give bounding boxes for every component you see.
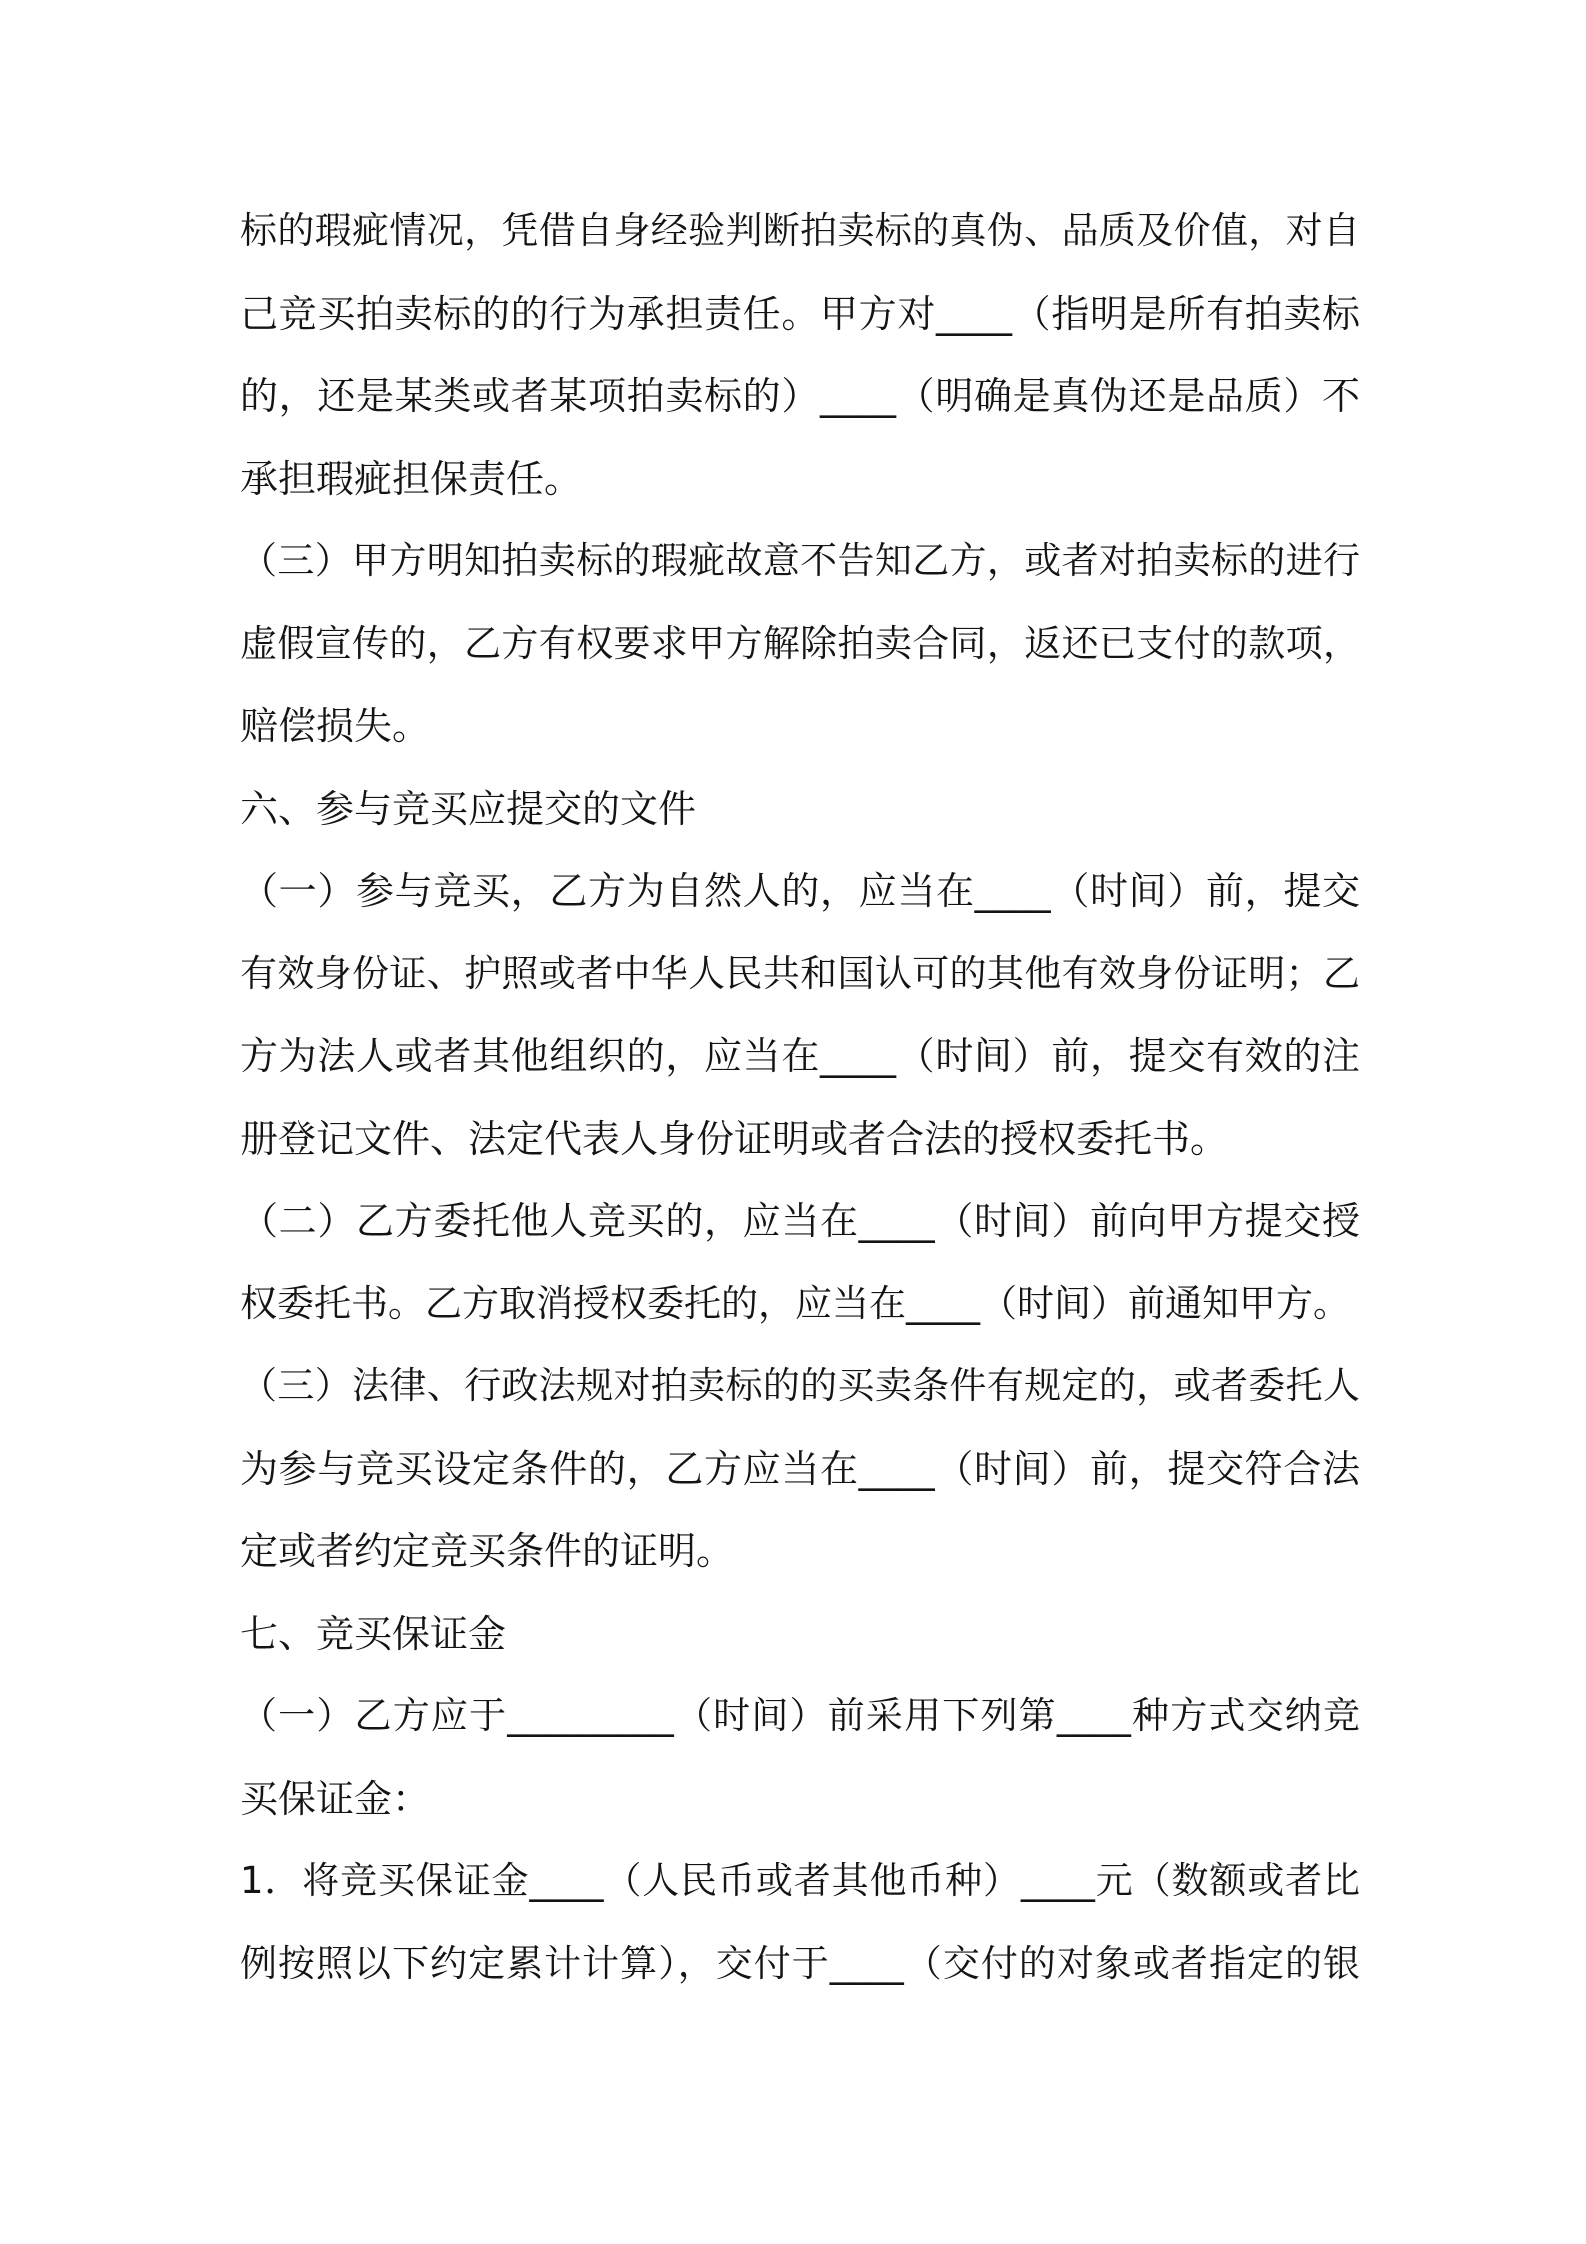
text-line: 标的瑕疵情况，凭借自身经验判断拍卖标的真伪、品质及价值，对自 xyxy=(240,209,1360,252)
text-line: （三）法律、行政法规对拍卖标的的买卖条件有规定的，或者委托人 xyxy=(240,1364,1360,1407)
section-heading-6: 六、参与竞买应提交的文件 xyxy=(240,786,697,831)
text-line: 虚假宣传的，乙方有权要求甲方解除拍卖合同，返还已支付的款项， xyxy=(240,621,1360,665)
text-line: 1．将竞买保证金____（人民币或者其他币种）____元（数额或者比 xyxy=(240,1859,1360,1902)
contract-text xyxy=(240,190,1360,2005)
text-line: 为参与竞买设定条件的，乙方应当在____（时间）前，提交符合法 xyxy=(240,1446,1360,1491)
text-line: （二）乙方委托他人竞买的，应当在____（时间）前向甲方提交授 xyxy=(240,1199,1360,1243)
text-line: 赔偿损失。 xyxy=(240,704,431,748)
text-line: 权委托书。乙方取消授权委托的，应当在____（时间）前通知甲方。 xyxy=(240,1281,1350,1325)
text-line: 方为法人或者其他组织的，应当在____（时间）前，提交有效的注 xyxy=(240,1034,1360,1078)
text-line: 承担瑕疵担保责任。 xyxy=(240,456,583,501)
text-line: 例按照以下约定累计计算），交付于____（交付的对象或者指定的银 xyxy=(240,1941,1360,1985)
text-line: （一）乙方应于_________（时间）前采用下列第____种方式交纳竞 xyxy=(240,1694,1360,1737)
text-line: 的，还是某类或者某项拍卖标的）____（明确是真伪还是品质）不 xyxy=(240,374,1360,418)
text-line: （一）参与竞买，乙方为自然人的，应当在____（时间）前，提交 xyxy=(240,869,1360,913)
text-line: 定或者约定竞买条件的证明。 xyxy=(240,1529,735,1573)
text-line: 有效身份证、护照或者中华人民共和国认可的其他有效身份证明；乙 xyxy=(240,951,1360,995)
text-line: 己竞买拍卖标的的行为承担责任。甲方对____（指明是所有拍卖标 xyxy=(240,291,1360,336)
text-line: 买保证金： xyxy=(240,1776,431,1821)
text-line: 册登记文件、法定代表人身份证明或者合法的授权委托书。 xyxy=(240,1116,1229,1161)
section-heading-7: 七、竞买保证金 xyxy=(240,1611,507,1656)
text-line: （三）甲方明知拍卖标的瑕疵故意不告知乙方，或者对拍卖标的进行 xyxy=(240,539,1360,582)
